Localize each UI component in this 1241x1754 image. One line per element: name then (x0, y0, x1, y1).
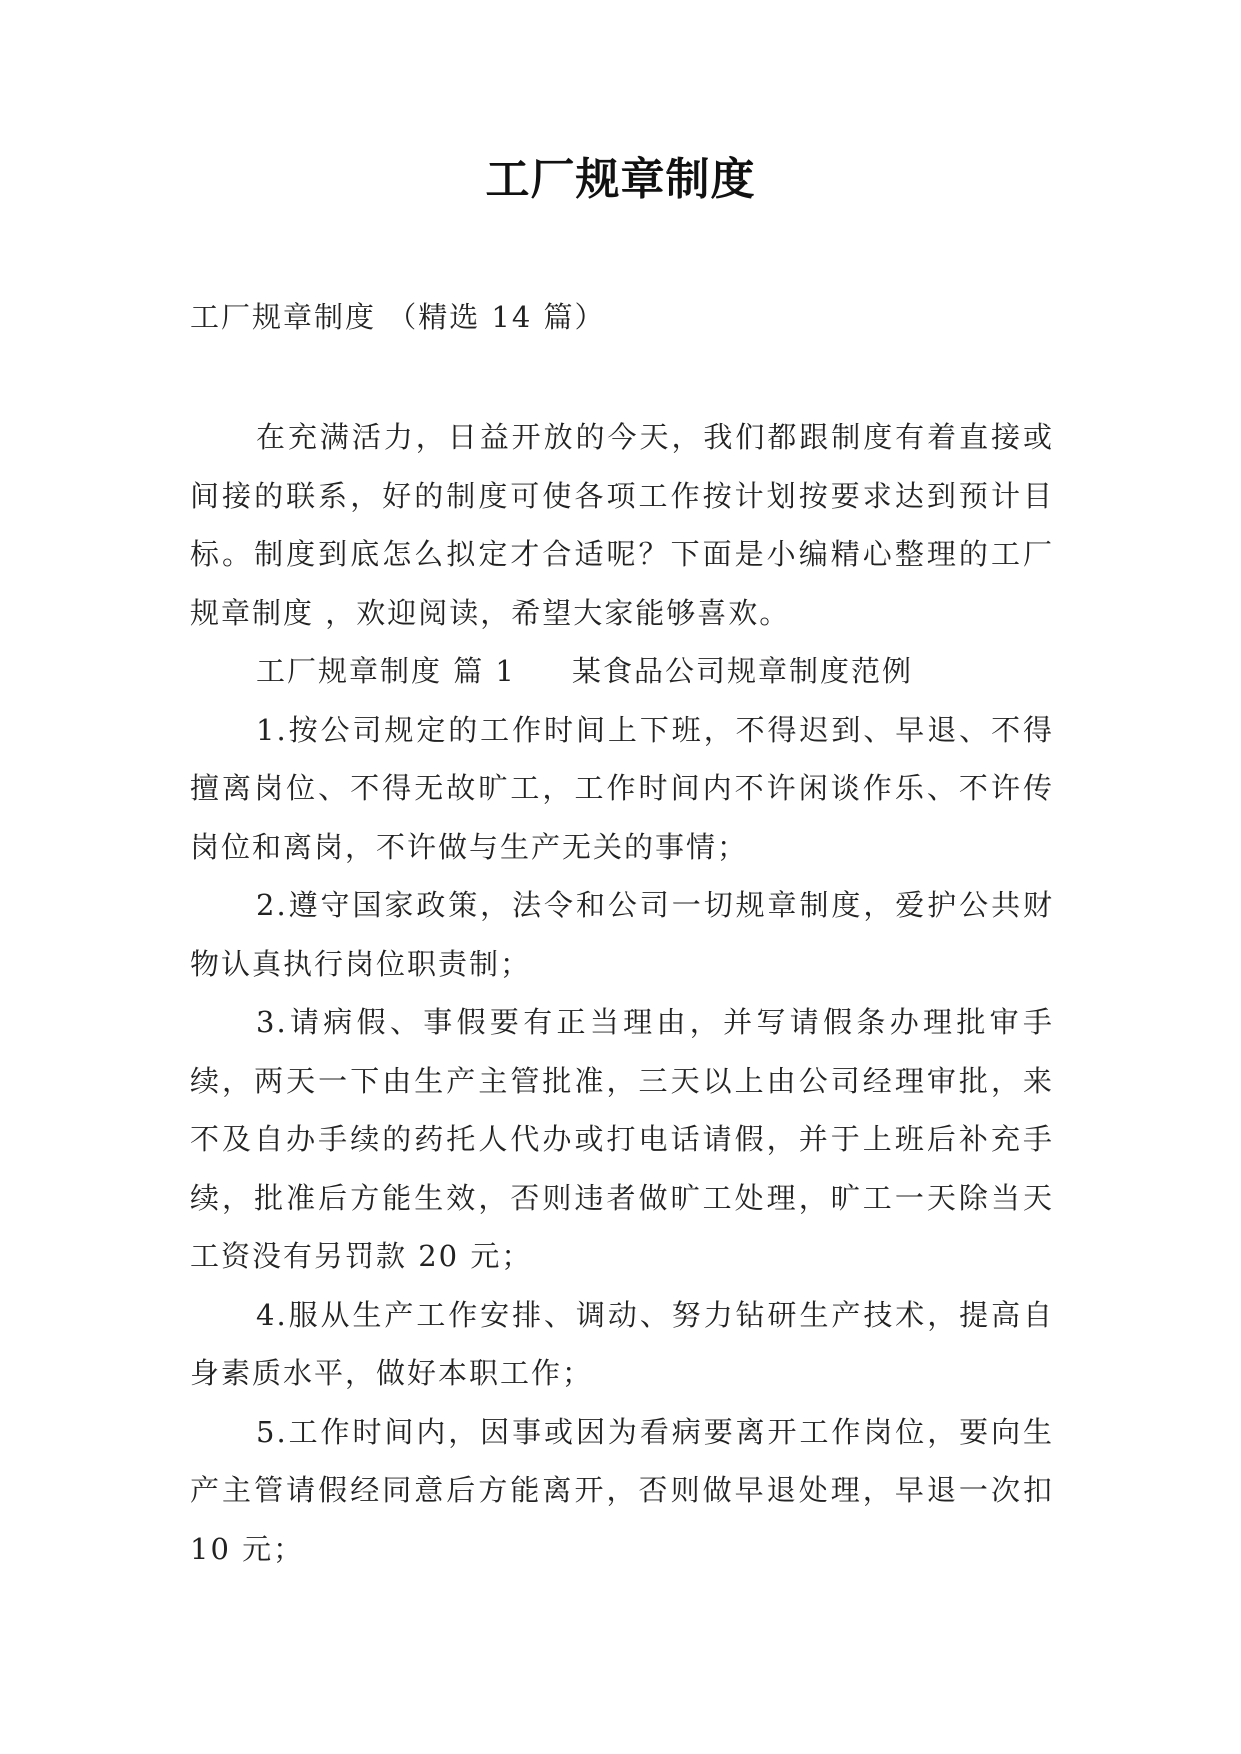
document-body (190, 408, 1054, 1578)
rule-paragraph-3: 3.请病假、事假要有正当理由，并写请假条办理批审手续，两天一下由生产主管批准，三天以上由公司经理审批，来不及自办手续的药托人代办或打电话请假，并于上班后补充手续，批准后方能生效，否则违者做旷工处理，旷工一天除当天工资没有另罚款 20 元； (190, 1005, 1054, 1273)
rule-paragraph-1: 1.按公司规定的工作时间上下班，不得迟到、早退、不得擅离岗位、不得无故旷工，工作时间内不许闲谈作乐、不许传岗位和离岗，不许做与生产无关的事情； (190, 712, 1054, 864)
rule-paragraph-2: 2.遵守国家政策，法令和公司一切规章制度，爱护公共财物认真执行岗位职责制； (190, 888, 1054, 981)
rule-paragraph-4: 4.服从生产工作安排、调动、努力钻研生产技术，提高自身素质水平，做好本职工作； (190, 1297, 1054, 1390)
document-title: 工厂规章制度 (485, 154, 756, 205)
rule-paragraph-5: 5.工作时间内，因事或因为看病要离开工作岗位，要向生产主管请假经同意后方能离开，否则做早退处理，早退一次扣 10 元； (190, 1414, 1054, 1566)
section-heading: 工厂规章制度 篇 1 某食品公司规章制度范例 (256, 654, 913, 688)
intro-paragraph: 在充满活力，日益开放的今天，我们都跟制度有着直接或间接的联系，好的制度可使各项工作按计划按要求达到预计目标。制度到底怎么拟定才合适呢？下面是小编精心整理的工厂规章制度 ，欢迎阅读，希望大家能够喜欢。 (190, 420, 1054, 630)
document-subtitle: 工厂规章制度 （精选 14 篇） (190, 300, 606, 334)
